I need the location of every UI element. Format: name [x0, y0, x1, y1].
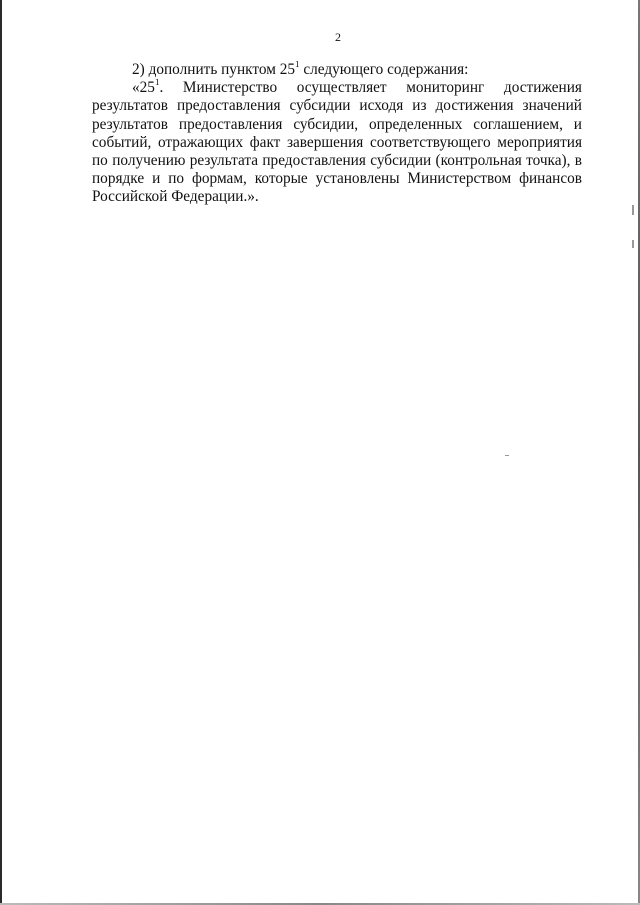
clause-line-3: результатов предоставления субсидии, определенных соглашением, и — [92, 115, 582, 133]
intro-text-before: 2) дополнить пунктом 25 — [132, 61, 296, 78]
clause-line-4: событий, отражающих факт завершения соответствующего мероприятия — [92, 133, 582, 151]
clause-line-7: Российской Федерации.». — [92, 188, 259, 206]
page-number: 2 — [335, 30, 341, 44]
scan-mark — [632, 205, 634, 215]
clause-line-1 — [92, 79, 582, 97]
clause-line-2: результатов предоставления субсидии исходя из достижения значений — [92, 97, 582, 115]
clause-number-dot: . — [159, 79, 164, 97]
intro-superscript: 1 — [295, 61, 300, 69]
paragraph-amendment-intro — [92, 61, 582, 79]
document-body — [92, 61, 582, 207]
clause-word: мониторинг — [406, 79, 485, 97]
clause-word: осуществляет — [296, 79, 387, 97]
clause-number — [132, 79, 163, 97]
clause-line-5: по получению результата предоставления субсидии (контрольная точка), в — [92, 152, 582, 170]
scan-edge-left — [0, 0, 2, 905]
intro-text-after: следующего содержания: — [299, 61, 469, 78]
clause-word: Министерство — [182, 79, 278, 97]
clause-number-text: «25 — [132, 79, 155, 97]
scan-mark — [632, 240, 634, 248]
clause-line-6: порядке и по формам, которые установлены Министерством финансов — [92, 170, 582, 188]
scan-speck — [505, 455, 509, 456]
clause-word: достижения — [503, 79, 582, 97]
clause-superscript: 1 — [154, 79, 160, 88]
